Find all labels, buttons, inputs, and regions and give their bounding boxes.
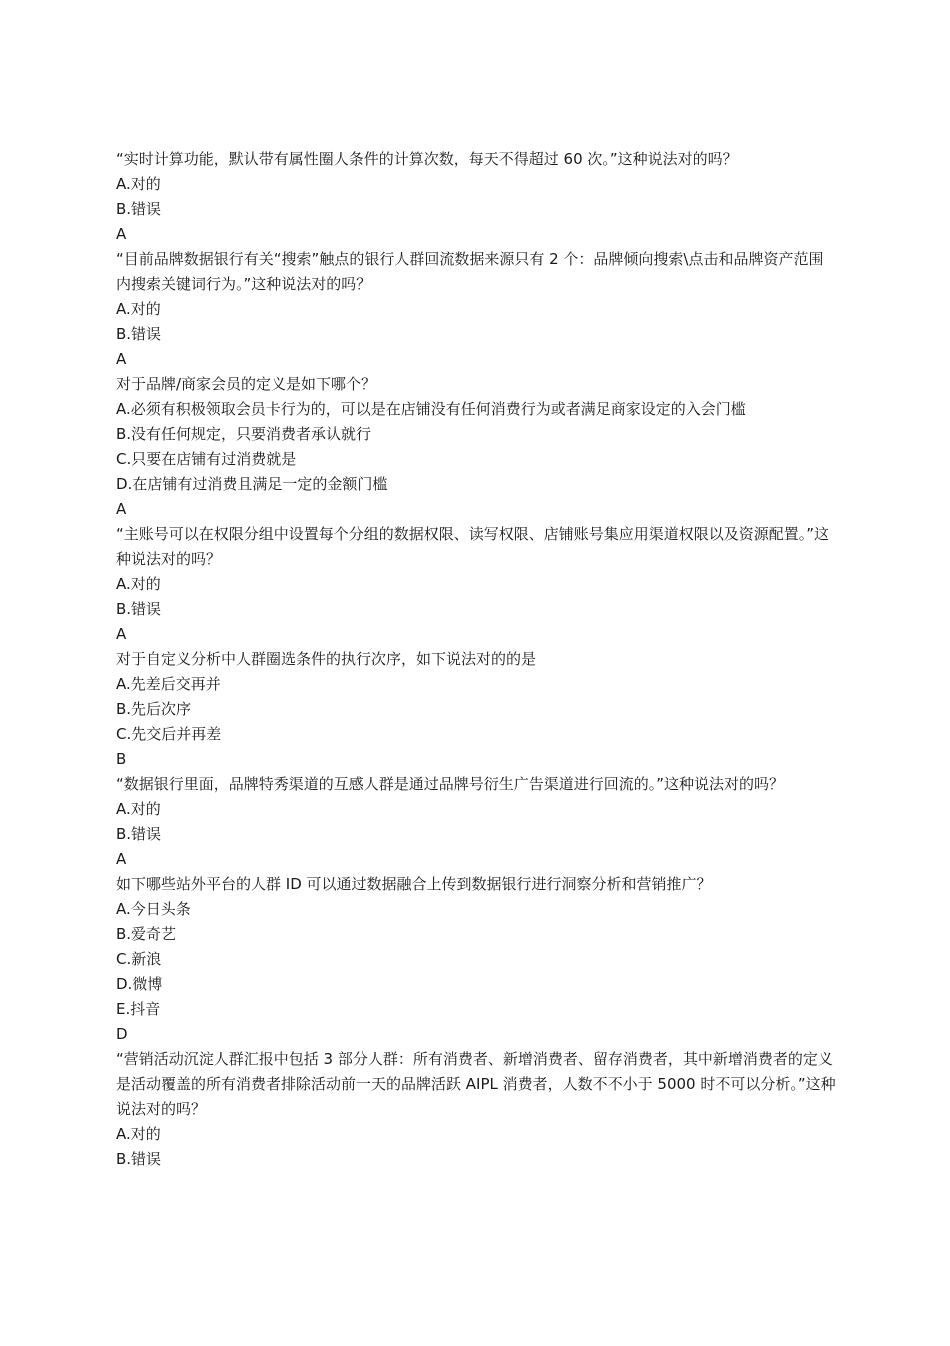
- answer: B: [116, 750, 127, 768]
- option-d: D.在店铺有过消费且满足一定的金额门槛: [116, 475, 388, 493]
- question-text: “实时计算功能，默认带有属性圈人条件的计算次数，每天不得超过 60 次。”这种说法对的吗？: [116, 150, 738, 168]
- question-text: 如下哪些站外平台的人群 ID 可以通过数据融合上传到数据银行进行洞察分析和营销推广？: [116, 875, 712, 893]
- question-text: 对于自定义分析中人群圈选条件的执行次序，如下说法对的的是: [116, 650, 537, 668]
- answer: A: [116, 225, 127, 243]
- question-block: [116, 647, 838, 772]
- option-a: A.对的: [116, 575, 161, 593]
- question-block: [116, 147, 838, 247]
- answer: D: [116, 1025, 128, 1043]
- option-a: A.对的: [116, 300, 161, 318]
- question-text: “数据银行里面，品牌特秀渠道的互感人群是通过品牌号衍生广告渠道进行回流的。”这种说法对的吗？: [116, 775, 785, 793]
- option-b: B.错误: [116, 200, 162, 218]
- question-block: [116, 872, 838, 1047]
- option-b: B.错误: [116, 1150, 162, 1168]
- answer: A: [116, 350, 127, 368]
- question-text: “主账号可以在权限分组中设置每个分组的数据权限、读写权限、店铺账号集应用渠道权限以及资源配置。”这种说法对的吗？: [116, 525, 830, 568]
- question-block: [116, 372, 838, 522]
- question-text: “目前品牌数据银行有关“搜索”触点的银行人群回流数据来源只有 2 个：品牌倾向搜索\点击和品牌资产范围内搜索关键词行为。”这种说法对的吗？: [116, 250, 824, 293]
- question-list: [116, 147, 838, 1172]
- option-a: A.先差后交再并: [116, 675, 221, 693]
- answer: A: [116, 500, 127, 518]
- question-block: [116, 522, 838, 647]
- question-block: [116, 772, 838, 872]
- option-b: B.错误: [116, 600, 162, 618]
- option-b: B.错误: [116, 325, 162, 343]
- option-a: A.对的: [116, 1125, 161, 1143]
- answer: A: [116, 625, 127, 643]
- option-b: B.爱奇艺: [116, 925, 177, 943]
- option-c: C.新浪: [116, 950, 162, 968]
- option-a: A.必须有积极领取会员卡行为的，可以是在店铺没有任何消费行为或者满足商家设定的入会门槛: [116, 400, 746, 418]
- option-b: B.先后次序: [116, 700, 192, 718]
- option-e: E.抖音: [116, 1000, 161, 1018]
- answer: A: [116, 850, 127, 868]
- question-text: 对于品牌/商家会员的定义是如下哪个？: [116, 375, 377, 393]
- option-a: A.今日头条: [116, 900, 191, 918]
- option-c: C.先交后并再差: [116, 725, 222, 743]
- option-a: A.对的: [116, 800, 161, 818]
- option-a: A.对的: [116, 175, 161, 193]
- question-block: [116, 247, 838, 372]
- option-b: B.没有任何规定，只要消费者承认就行: [116, 425, 372, 443]
- option-b: B.错误: [116, 825, 162, 843]
- question-text: “营销活动沉淀人群汇报中包括 3 部分人群：所有消费者、新增消费者、留存消费者，其中新增消费者的定义是活动覆盖的所有消费者排除活动前一天的品牌活跃 AIPL 消费者，人数不不小于 5000 时不可以分析。”这种说法对的吗？: [116, 1050, 836, 1118]
- option-d: D.微博: [116, 975, 163, 993]
- question-block: [116, 1047, 838, 1172]
- option-c: C.只要在店铺有过消费就是: [116, 450, 297, 468]
